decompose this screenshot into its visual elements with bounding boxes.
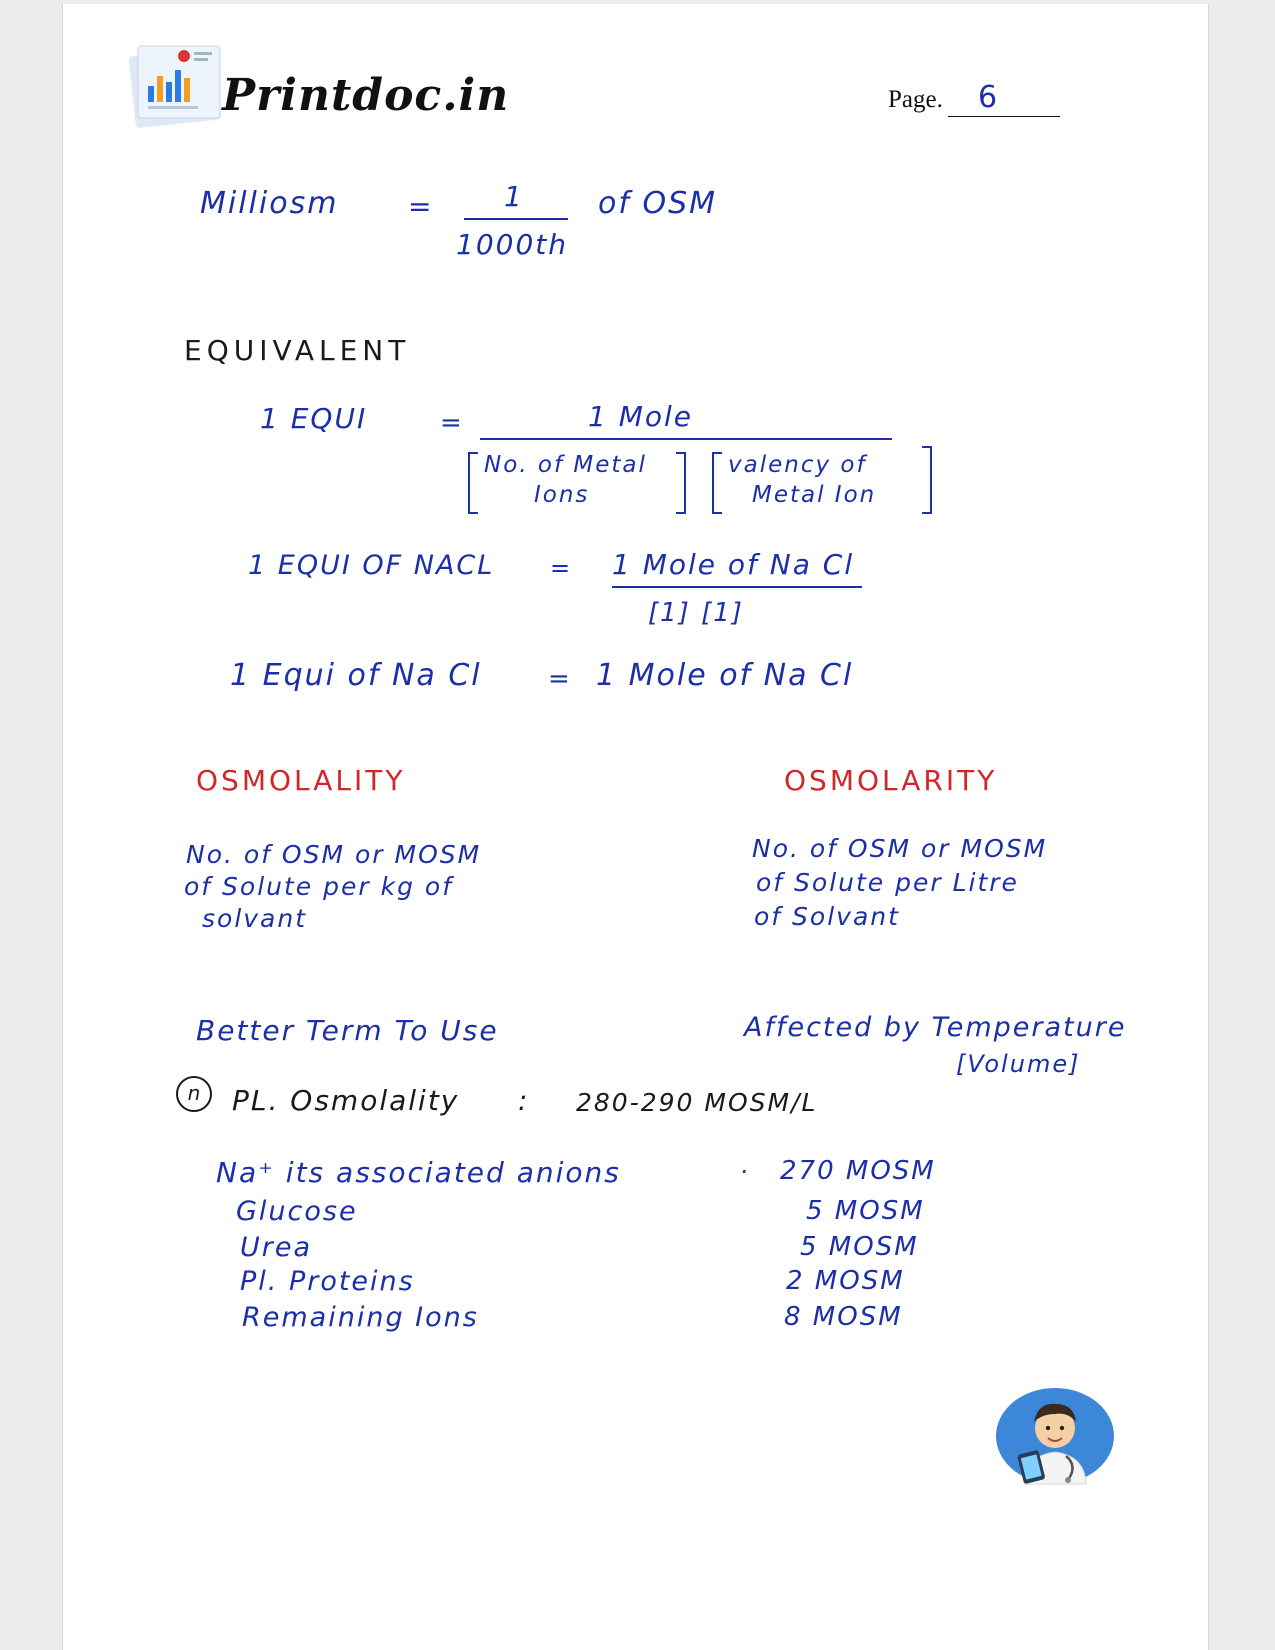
nacl-lhs: 1 EQUI OF NACL <box>248 550 495 581</box>
brand-name: Printdoc.in <box>222 70 510 121</box>
component-value-1: 270 MOSM <box>780 1156 936 1186</box>
plasma-osmolality-value: 280-290 MOSM/L <box>576 1088 818 1117</box>
equi-def-fraction-bar <box>480 438 892 440</box>
plasma-colon: : <box>518 1084 530 1117</box>
equi-result-lhs: 1 Equi of Na Cl <box>230 658 482 693</box>
page-number-line <box>948 116 1060 117</box>
component-name-1: Na⁺ its associated anions <box>216 1156 621 1189</box>
equi-def-den1-line2: Ions <box>534 482 590 508</box>
milliosm-denominator: 1000th <box>456 228 568 261</box>
component-name-3: Urea <box>240 1232 313 1263</box>
den2-close-bracket <box>922 446 932 514</box>
den1-open-bracket <box>468 452 478 514</box>
component-bullet: · <box>740 1158 750 1186</box>
component-name-5: Remaining Ions <box>242 1302 479 1333</box>
equi-def-lhs: 1 EQUI <box>260 402 368 435</box>
osmolarity-def-line1: No. of OSM or MOSM <box>752 834 1048 863</box>
den1-close-bracket <box>676 452 686 514</box>
page-number: 6 <box>978 80 998 115</box>
page-label: Page. <box>888 86 943 113</box>
component-value-2: 5 MOSM <box>806 1196 925 1226</box>
osmolality-def-line2: of Solute per kg of <box>184 872 453 901</box>
osmolality-def-line3: solvant <box>202 904 308 933</box>
osmolarity-note-line2: [Volume] <box>956 1050 1081 1078</box>
milliosm-equals: = <box>408 190 434 223</box>
component-value-5: 8 MOSM <box>784 1302 903 1332</box>
circled-marker-text: n <box>187 1081 201 1105</box>
doctor-mascot-icon <box>994 1386 1116 1490</box>
equi-def-den1-line1: No. of Metal <box>484 452 647 478</box>
osmolarity-def-line2: of Solute per Litre <box>756 868 1019 897</box>
milliosm-label: Milliosm <box>200 186 339 221</box>
equi-result-rhs: 1 Mole of Na Cl <box>596 658 854 693</box>
milliosm-rhs: of OSM <box>598 186 717 221</box>
osmolality-note: Better Term To Use <box>196 1014 499 1047</box>
milliosm-numerator: 1 <box>504 180 524 213</box>
equi-def-equals: = <box>440 408 464 438</box>
nacl-equals: = <box>550 554 573 582</box>
component-value-4: 2 MOSM <box>786 1266 905 1296</box>
equivalent-heading: EQUIVALENT <box>184 334 411 367</box>
osmolality-def-line1: No. of OSM or MOSM <box>186 840 482 869</box>
plasma-osmolality-label: PL. Osmolality <box>232 1084 460 1117</box>
brand-logo-icon <box>124 42 232 134</box>
osmolarity-heading: OSMOLARITY <box>784 764 998 797</box>
equi-def-den2-line2: Metal Ion <box>752 482 877 508</box>
component-value-3: 5 MOSM <box>800 1232 919 1262</box>
den2-open-bracket <box>712 452 722 514</box>
component-name-2: Glucose <box>236 1196 358 1227</box>
milliosm-fraction-bar <box>464 218 568 220</box>
equi-def-numerator: 1 Mole <box>588 400 694 433</box>
equi-result-equals: = <box>548 664 572 694</box>
osmolarity-def-line3: of Solvant <box>754 902 900 931</box>
component-name-4: Pl. Proteins <box>240 1266 415 1297</box>
osmolarity-note-line1: Affected by Temperature <box>744 1012 1127 1043</box>
nacl-numerator: 1 Mole of Na Cl <box>612 548 855 581</box>
nacl-denominator: [1] [1] <box>648 598 744 628</box>
nacl-fraction-bar <box>612 586 862 588</box>
equi-def-den2-line1: valency of <box>728 452 867 478</box>
circled-marker <box>176 1076 212 1112</box>
osmolality-heading: OSMOLALITY <box>196 764 406 797</box>
